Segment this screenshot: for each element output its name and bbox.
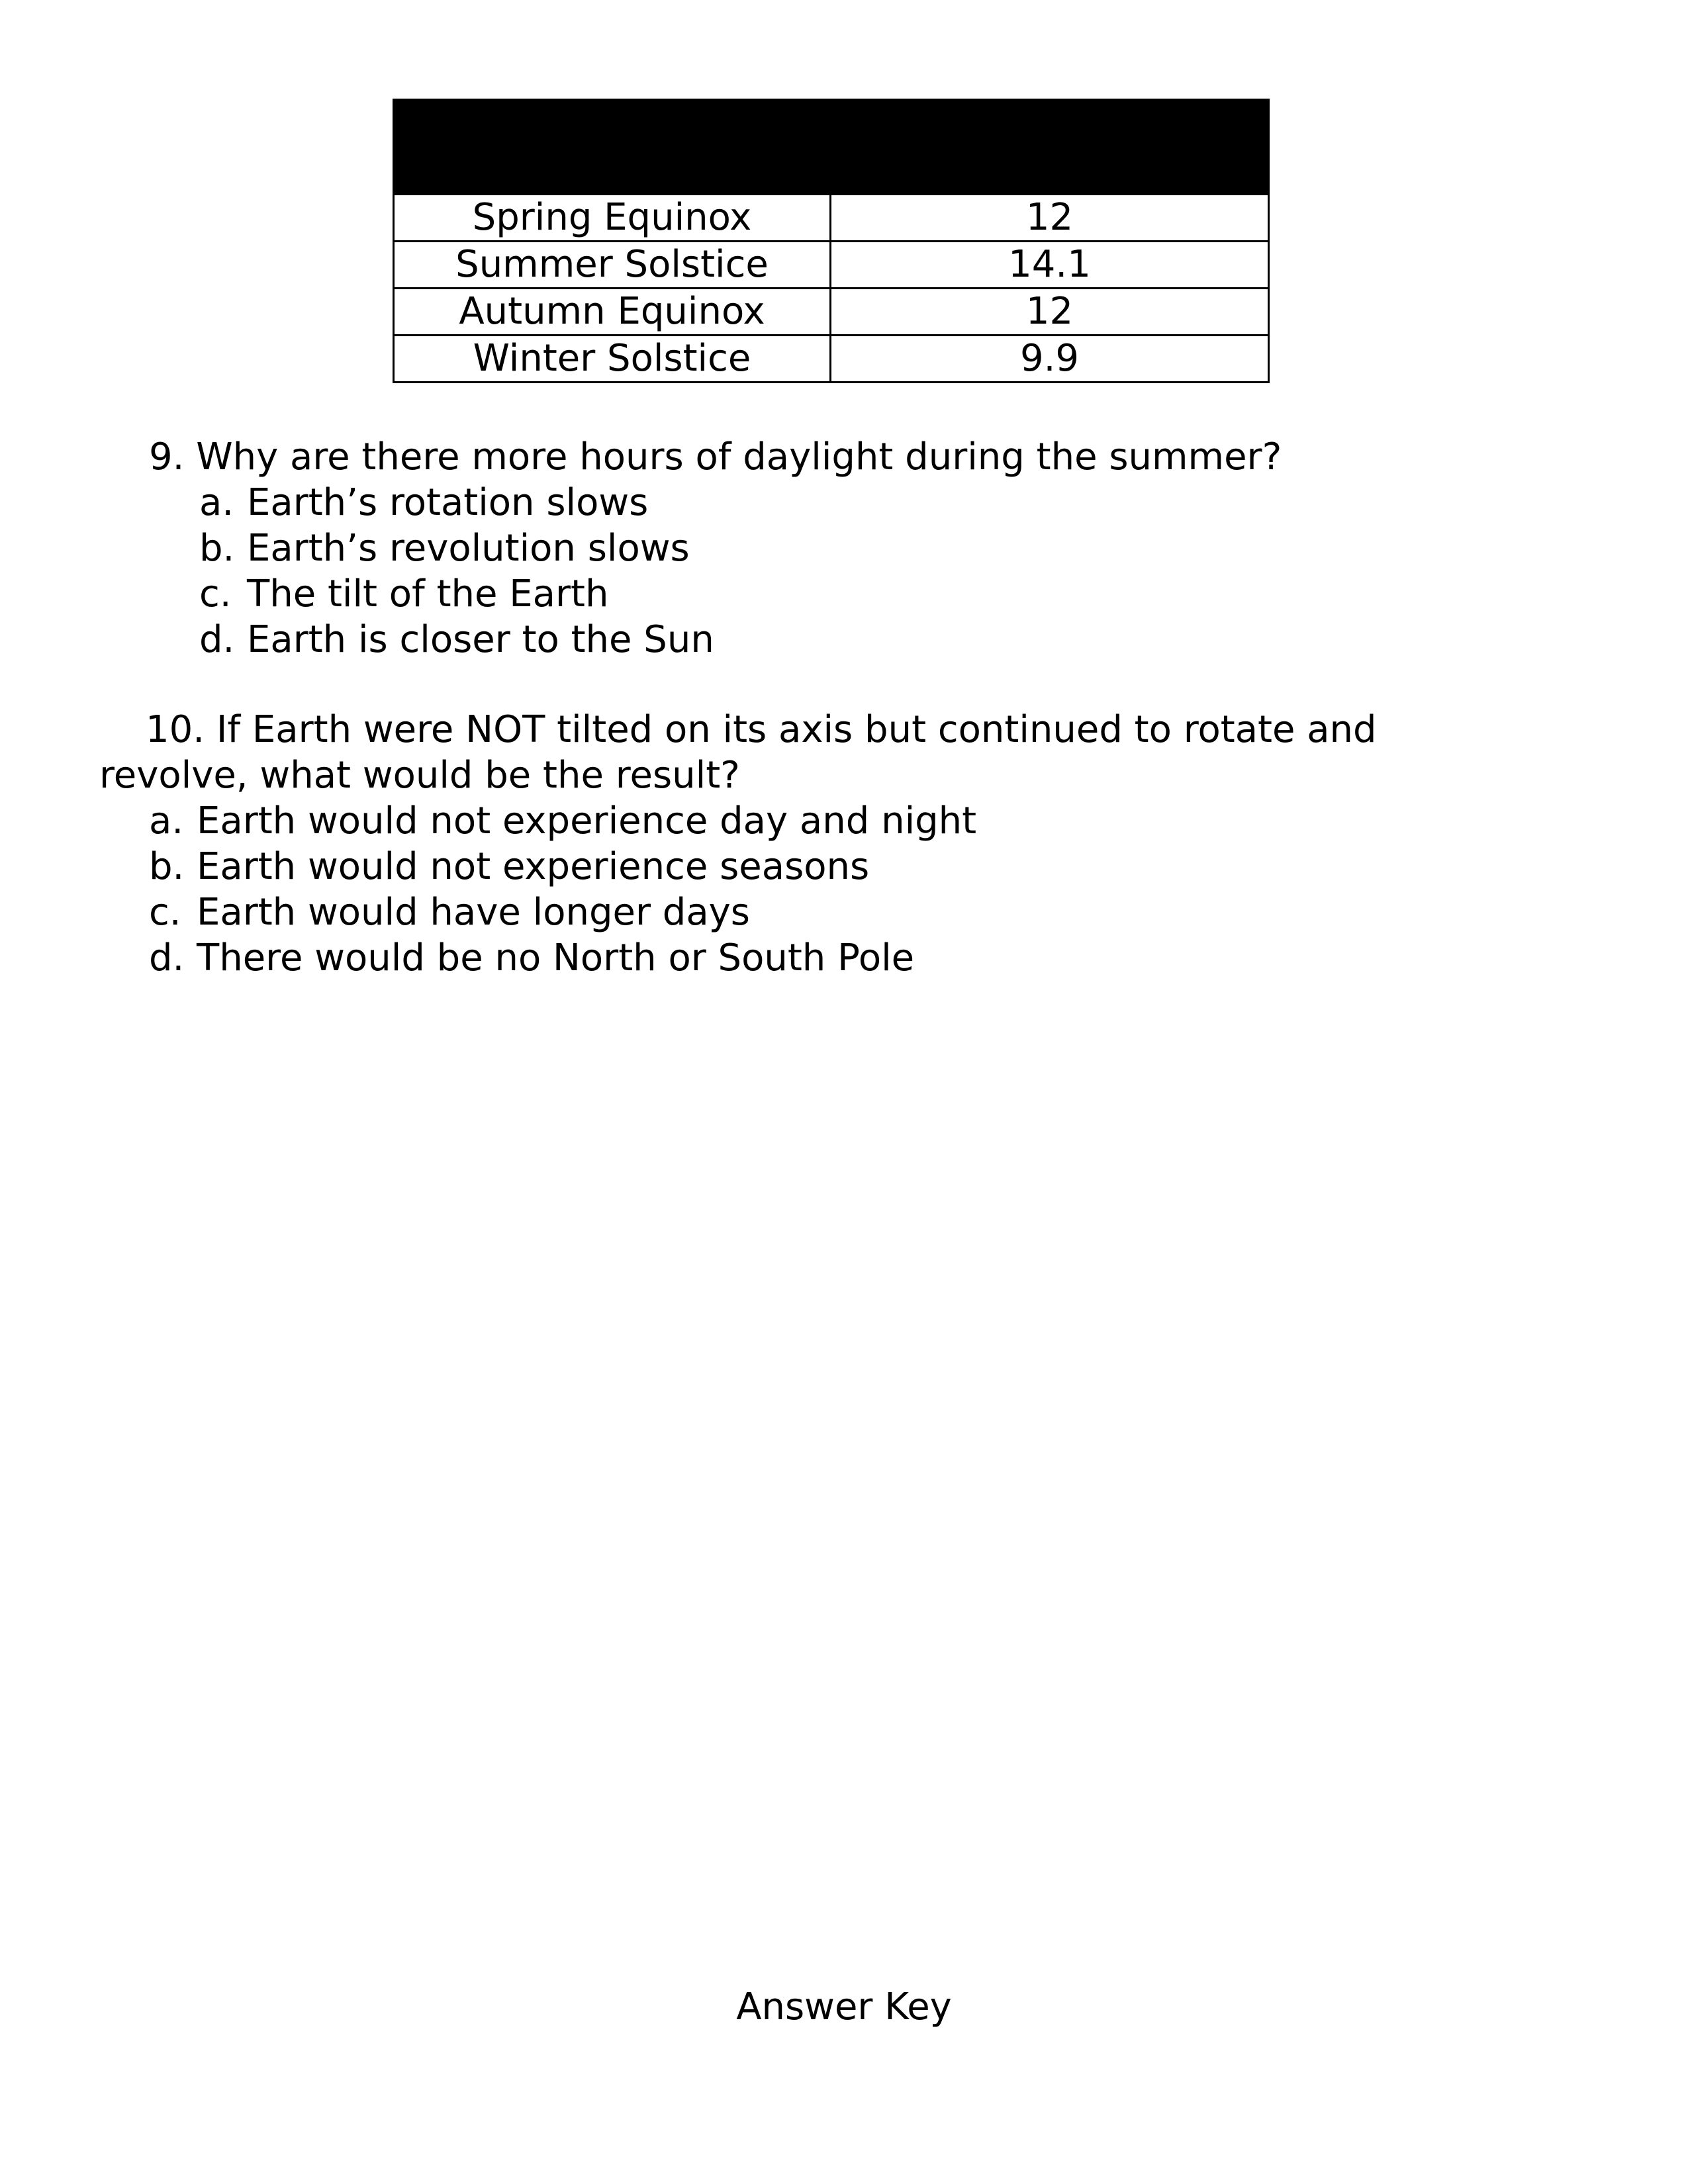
question-text: If Earth were NOT tilted on its axis but continued to rotate and revolve, what would be the result? xyxy=(99,708,1377,797)
table-header-row xyxy=(394,100,1269,195)
answer-option-a xyxy=(149,798,976,844)
option-text: Earth would have longer days xyxy=(197,891,750,934)
answer-option-c xyxy=(149,889,750,935)
option-text: Earth would not experience day and night xyxy=(197,799,977,842)
option-text: Earth is closer to the Sun xyxy=(247,618,714,661)
answer-option-c xyxy=(199,571,608,617)
option-text: Earth’s revolution slows xyxy=(247,527,690,570)
answer-option-d xyxy=(149,935,914,981)
question-number: 9. xyxy=(149,435,185,478)
table-row xyxy=(394,289,1269,336)
question-prompt xyxy=(99,707,1503,798)
option-letter: d. xyxy=(199,618,235,661)
question-prompt xyxy=(149,434,1282,480)
answer-option-b xyxy=(199,525,690,571)
hours-cell: 12 xyxy=(831,289,1269,336)
season-cell: Spring Equinox xyxy=(394,195,831,242)
table-header-season xyxy=(394,100,831,195)
answer-option-b xyxy=(149,844,869,889)
option-letter: d. xyxy=(149,936,185,979)
option-letter: c. xyxy=(149,891,181,934)
question-9 xyxy=(149,434,1539,672)
table-row xyxy=(394,242,1269,289)
option-text: Earth would not experience seasons xyxy=(197,845,870,888)
option-letter: c. xyxy=(199,572,232,615)
table-row xyxy=(394,195,1269,242)
question-text: Why are there more hours of daylight during the summer? xyxy=(196,435,1282,478)
daylight-hours-table xyxy=(393,99,1270,383)
answer-option-d xyxy=(199,617,714,662)
hours-cell: 14.1 xyxy=(831,242,1269,289)
option-letter: b. xyxy=(149,845,185,888)
table-header-hours xyxy=(831,100,1269,195)
question-10 xyxy=(99,707,1589,991)
answer-option-a xyxy=(199,480,648,525)
season-cell: Winter Solstice xyxy=(394,336,831,383)
hours-cell: 9.9 xyxy=(831,336,1269,383)
option-text: Earth’s rotation slows xyxy=(247,481,649,524)
option-letter: b. xyxy=(199,527,235,570)
season-cell: Autumn Equinox xyxy=(394,289,831,336)
season-cell: Summer Solstice xyxy=(394,242,831,289)
option-letter: a. xyxy=(199,481,234,524)
answer-key-label: Answer Key xyxy=(736,1985,952,2028)
hours-cell: 12 xyxy=(831,195,1269,242)
table-row xyxy=(394,336,1269,383)
option-text: The tilt of the Earth xyxy=(247,572,609,615)
question-number: 10. xyxy=(146,708,205,751)
option-text: There would be no North or South Pole xyxy=(197,936,915,979)
option-letter: a. xyxy=(149,799,184,842)
